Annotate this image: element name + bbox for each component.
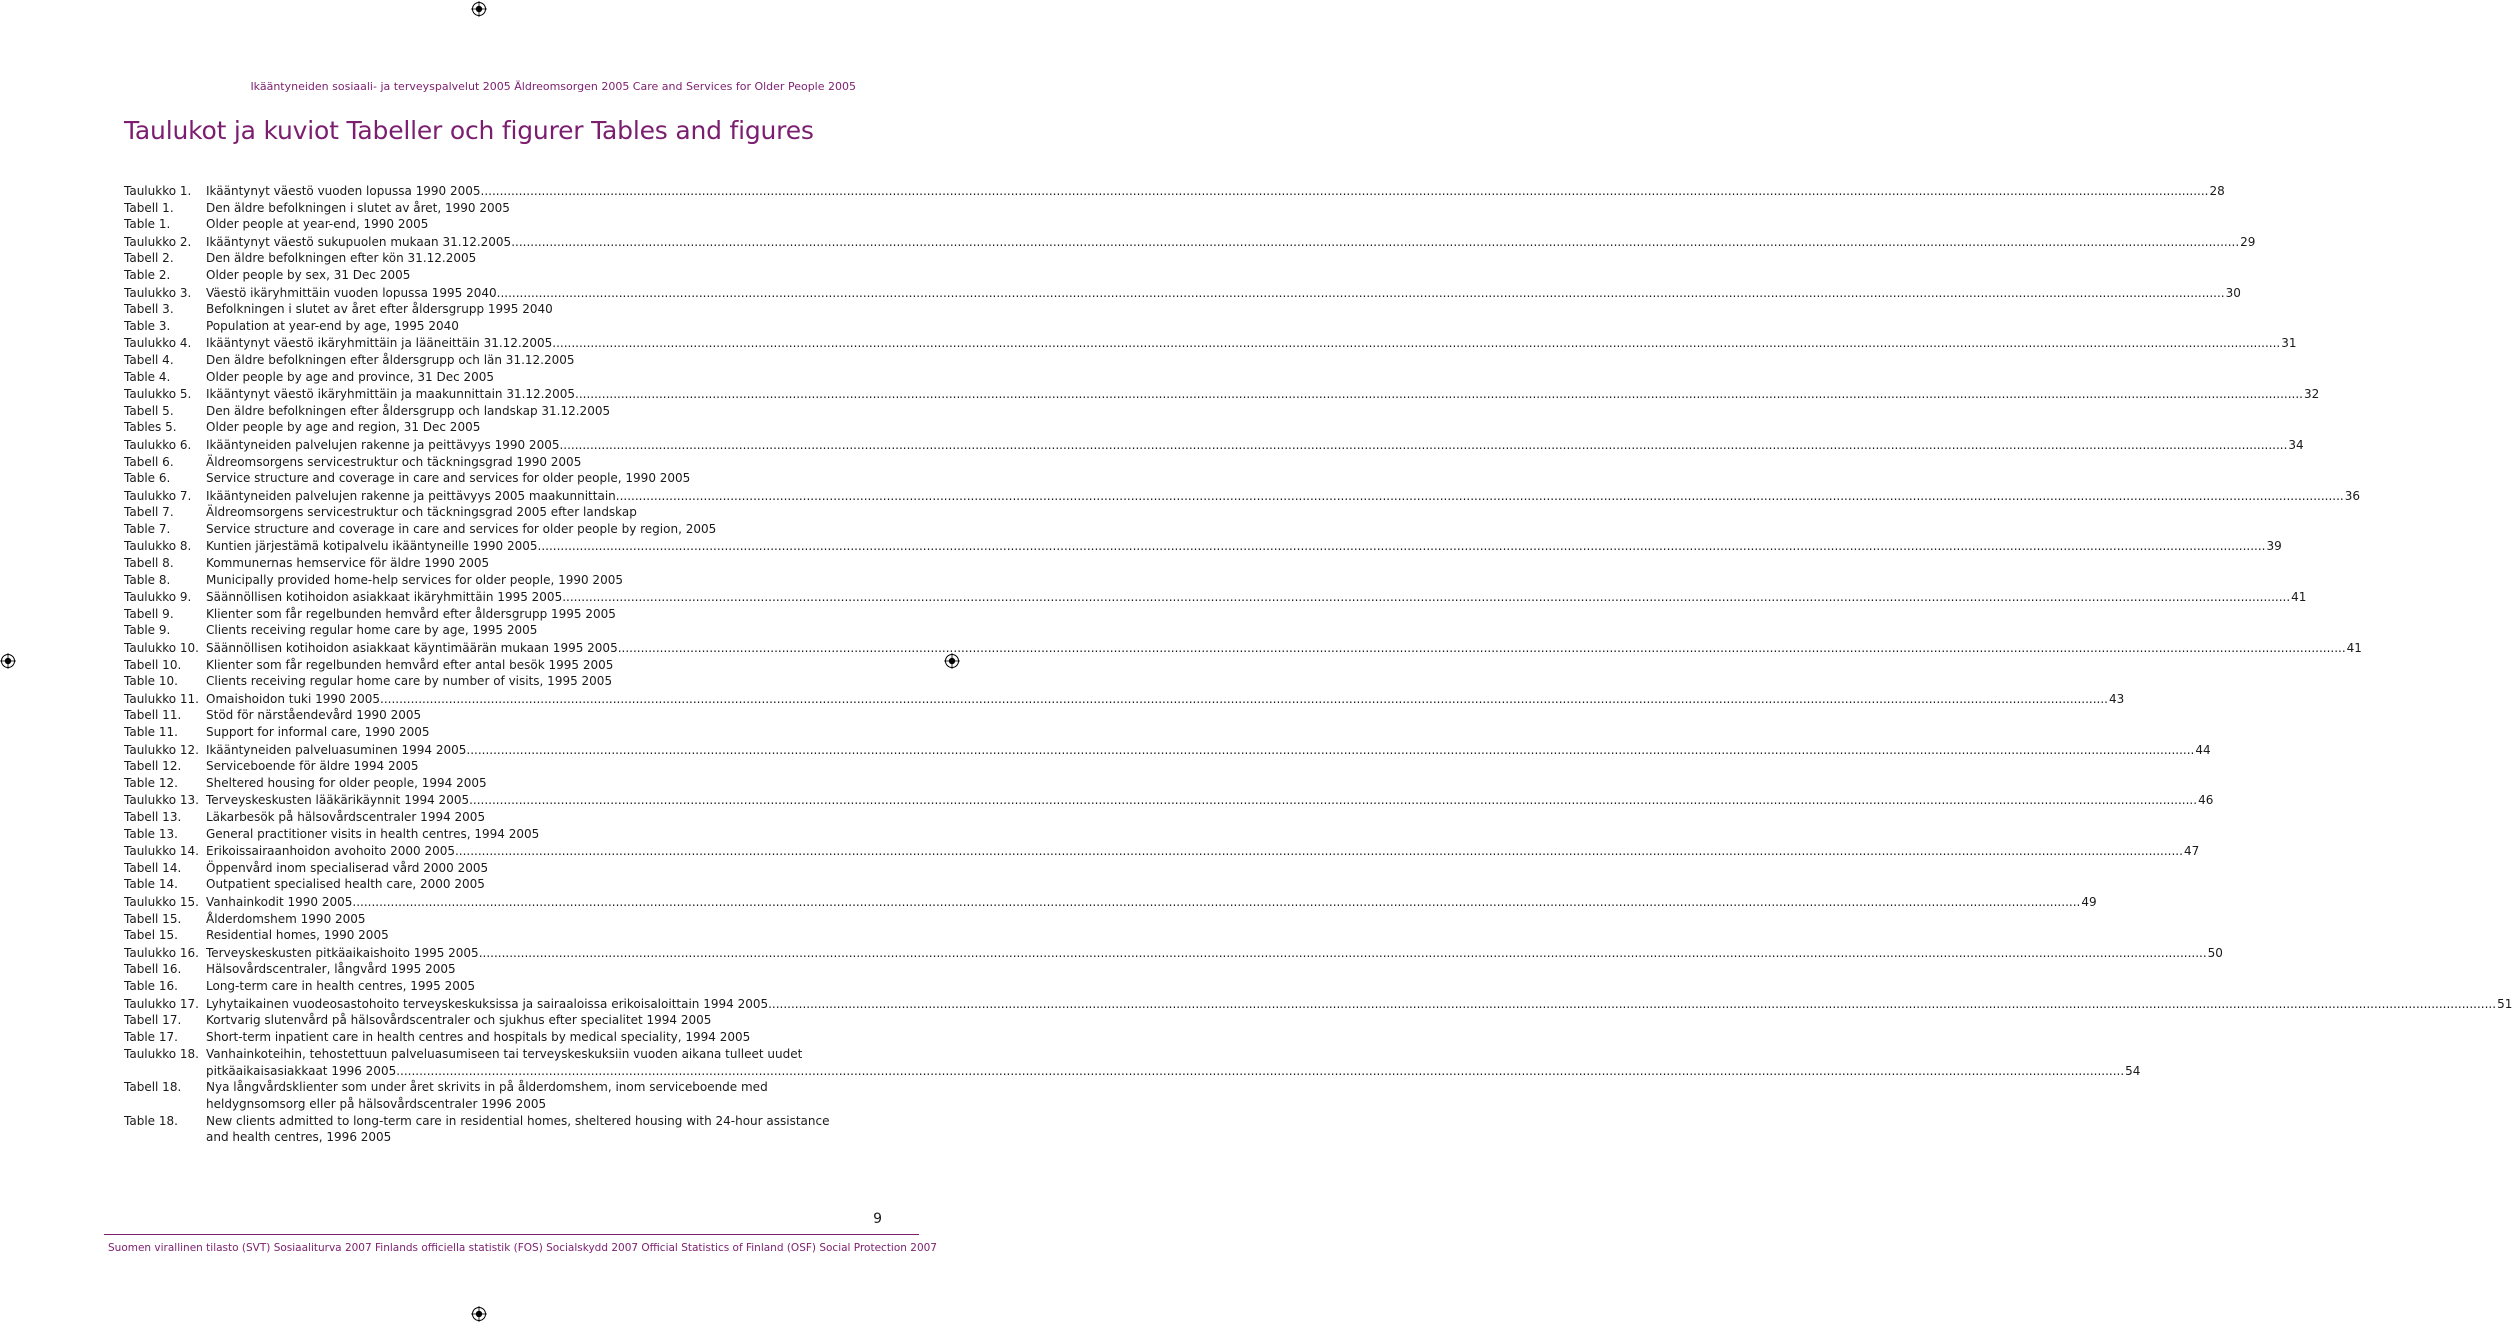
registration-mark-icon: [471, 1306, 487, 1322]
toc-entry-title: Lyhytaikainen vuodeosastohoito terveyskeskuksissa ja sairaaloissa erikoisaloittain 1994 2005: [206, 996, 769, 1011]
toc-entry-title: Service structure and coverage in care and services for older people, 1990 2005: [206, 471, 691, 486]
toc-entry-label: Table 12.: [124, 775, 178, 790]
toc-group: [124, 945, 2223, 995]
toc-dot-leader: [538, 538, 2266, 555]
toc-entry-title: Befolkningen i slutet av året efter åldersgrupp 1995 2040: [206, 302, 553, 317]
toc-entry-label: Table 13.: [124, 826, 178, 841]
toc-dot-leader: [479, 945, 2207, 962]
toc-entry-title: Hälsovårdscentraler, långvård 1995 2005: [206, 962, 456, 977]
toc-dot-leader: [469, 792, 2197, 809]
toc-entry-label: Table 11.: [124, 725, 178, 739]
toc-entry: [124, 216, 852, 233]
toc-entry-label: Table 1.: [124, 217, 171, 232]
toc-entry-label: Tabell 16.: [124, 962, 182, 977]
toc-entry: [124, 673, 852, 690]
footer-divider: [104, 1234, 919, 1235]
toc-entry-label: Tabell 8.: [124, 556, 174, 571]
toc-dot-leader: [618, 640, 2346, 657]
toc-entry-title: Väestö ikäryhmittäin vuoden lopussa 1995 2040: [206, 285, 497, 300]
toc-entry[interactable]: [124, 640, 2362, 657]
toc-entry-title: Klienter som får regelbunden hemvård efter åldersgrupp 1995 2005: [206, 606, 616, 621]
toc-entry-title: Vanhainkoteihin, tehostettuun palveluasumiseen tai terveyskeskuksiin vuoden aikana tulleet uudet: [206, 1047, 803, 1062]
toc-page-number: 41: [2346, 641, 2362, 656]
toc-entry: [124, 707, 852, 724]
toc-entry-title: Terveyskeskusten pitkäaikaishoito 1995 2005: [206, 945, 479, 960]
toc-entry-label: Taulukko 4.: [124, 336, 192, 351]
toc-entry-title: Erikoissairaanhoidon avohoito 2000 2005: [206, 844, 455, 859]
toc-entry-title: Ikääntyneiden palvelujen rakenne ja peittävyys 2005 maakunnittain: [206, 488, 616, 503]
toc-entry-title: Kortvarig slutenvård på hälsovårdscentraler och sjukhus efter specialitet 1994 2005: [206, 1013, 712, 1028]
toc-entry-label: Table 9.: [124, 623, 171, 638]
toc-entry: [124, 318, 852, 335]
toc-dot-leader: [616, 488, 2344, 505]
toc-entry-label: Table 3.: [124, 318, 171, 333]
toc-entry-label: Tabell 2.: [124, 251, 174, 266]
toc-dot-leader: [559, 437, 2287, 454]
toc-entry-label: Tabell 11.: [124, 708, 182, 723]
toc-entry-label: Taulukko 5.: [124, 387, 192, 402]
toc-entry-title: Säännöllisen kotihoidon asiakkaat käyntimäärän mukaan 1995 2005: [206, 641, 618, 656]
toc-group: [124, 285, 2241, 335]
toc-entry-label: Tables 5.: [124, 420, 177, 435]
toc-entry-label: Tabell 1.: [124, 200, 174, 215]
toc-entry-title: Ikääntyneiden palveluasuminen 1994 2005: [206, 742, 467, 757]
toc-entry[interactable]: [124, 386, 2320, 403]
toc-entry: [124, 809, 852, 826]
toc-entry-label: Tabell 17.: [124, 1013, 182, 1028]
toc-group: [124, 691, 2125, 741]
toc-page-number: 54: [2125, 1063, 2141, 1078]
toc-group: [124, 996, 2512, 1046]
toc-entry-title: Ikääntynyt väestö sukupuolen mukaan 31.12.2005: [206, 234, 512, 249]
toc-group: [124, 843, 2200, 893]
toc-page-number: 49: [2081, 894, 2097, 909]
toc-entry-label: Taulukko 11.: [124, 691, 199, 706]
toc-entry: [124, 775, 852, 792]
toc-entry[interactable]: [124, 538, 2282, 555]
toc-page-number: 30: [2225, 285, 2241, 300]
toc-entry: [124, 758, 852, 775]
toc-entry: [124, 403, 852, 420]
page-number: 9: [873, 1211, 882, 1227]
toc-entry: [124, 454, 852, 471]
toc-entry-title: Omaishoidon tuki 1990 2005: [206, 691, 381, 706]
toc-entry-title: General practitioner visits in health centres, 1994 2005: [206, 826, 540, 841]
toc-entry-label: Taulukko 9.: [124, 590, 192, 605]
toc-entry-title: Short-term inpatient care in health centres and hospitals by medical speciality, 1994 2005: [206, 1029, 751, 1044]
toc-entry: [124, 1029, 852, 1046]
toc-entry: [124, 860, 852, 877]
toc-entry-title: Läkarbesök på hälsovårdscentraler 1994 2005: [206, 809, 486, 824]
toc-entry-label: Tabell 15.: [124, 911, 182, 926]
toc-entry-label: Taulukko 15.: [124, 894, 199, 909]
toc-group: [124, 183, 2225, 233]
toc-entry: [124, 622, 852, 639]
toc-entry[interactable]: [124, 589, 2307, 606]
toc-dot-leader: [575, 386, 2303, 403]
toc-group: [124, 488, 2360, 538]
toc-entry-title: Ikääntynyt väestö ikäryhmittäin ja lääneittäin 31.12.2005: [206, 336, 553, 351]
toc-entry-title: Den äldre befolkningen efter åldersgrupp och landskap 31.12.2005: [206, 403, 611, 418]
toc-entry-title: Nya långvårdsklienter som under året skrivits in på ålderdomshem, inom serviceboende med: [206, 1080, 768, 1095]
toc-entry-label: Tabell 5.: [124, 403, 174, 418]
toc-page-number: 44: [2195, 742, 2211, 757]
toc-entry[interactable]: [124, 285, 2241, 302]
toc-entry: [124, 911, 852, 928]
toc-entry-label: Taulukko 8.: [124, 539, 192, 554]
toc-entry-label: Taulukko 18.: [124, 1047, 199, 1062]
toc-entry: [124, 657, 852, 674]
toc-entry: [124, 200, 852, 217]
toc-group: [124, 335, 2297, 385]
toc-entry-title: Den äldre befolkningen efter kön 31.12.2005: [206, 251, 477, 266]
toc-dot-leader: [466, 742, 2194, 759]
toc-entry: [124, 876, 852, 893]
toc-entry-title: Clients receiving regular home care by number of visits, 1995 2005: [206, 674, 613, 689]
toc-group: [124, 640, 2362, 690]
toc-group: [124, 894, 2097, 944]
toc-dot-leader: [552, 335, 2280, 352]
toc-entry-label: Table 17.: [124, 1029, 178, 1044]
toc-entry: [124, 978, 852, 995]
toc-entry: [124, 724, 852, 741]
toc-entry-label: Table 2.: [124, 267, 171, 282]
toc-entry-title: Ikääntyneiden palvelujen rakenne ja peittävyys 1990 2005: [206, 437, 560, 452]
toc-entry-title: Outpatient specialised health care, 2000 2005: [206, 877, 485, 892]
running-header: Ikääntyneiden sosiaali- ja terveyspalvelut 2005 Äldreomsorgen 2005 Care and Services for Older People 2005: [250, 80, 856, 93]
toc-dot-leader: [562, 589, 2290, 606]
toc-entry-title: Den äldre befolkningen efter åldersgrupp och län 31.12.2005: [206, 352, 575, 367]
toc-entry-title: Kommunernas hemservice för äldre 1990 2005: [206, 556, 490, 571]
toc-group: [124, 386, 2320, 436]
toc-entry-title: Support for informal care, 1990 2005: [206, 725, 430, 739]
toc-dot-leader: [352, 894, 2080, 911]
toc-entry-label: Table 14.: [124, 877, 178, 892]
toc-entry-label: Table 10.: [124, 674, 178, 689]
toc-entry: [124, 301, 852, 318]
toc-entry-label: Taulukko 17.: [124, 996, 199, 1011]
toc-entry-title: Den äldre befolkningen i slutet av året, 1990 2005: [206, 200, 510, 215]
toc-entry[interactable]: [124, 335, 2297, 352]
toc-entry[interactable]: [124, 996, 2512, 1013]
toc-entry-label: Tabell 3.: [124, 302, 174, 317]
toc-page-number: 32: [2304, 387, 2320, 402]
toc-entry-title: Serviceboende för äldre 1994 2005: [206, 759, 419, 774]
toc-entry-title: Säännöllisen kotihoidon asiakkaat ikäryhmittäin 1995 2005: [206, 590, 563, 605]
toc-entry-title: Sheltered housing for older people, 1994 2005: [206, 775, 487, 790]
toc-entry: [124, 606, 852, 623]
toc-entry: [124, 504, 852, 521]
toc-entry-title: Service structure and coverage in care and services for older people by region, 2005: [206, 521, 717, 536]
toc-page-number: 51: [2497, 996, 2512, 1011]
toc-entry: [124, 1046, 852, 1063]
toc-entry: [124, 470, 852, 487]
toc-entry-label: Table 16.: [124, 978, 178, 993]
toc-page-number: 50: [2207, 945, 2223, 960]
toc-entry-label: Taulukko 7.: [124, 488, 192, 503]
toc-entry-title: Older people by sex, 31 Dec 2005: [206, 267, 411, 282]
toc-entry-title: Residential homes, 1990 2005: [206, 928, 389, 943]
toc-entry-label: Table 8.: [124, 572, 171, 587]
toc-entry: [124, 419, 852, 436]
toc-entry-label: Tabell 13.: [124, 809, 182, 824]
toc-page-number: 43: [2109, 691, 2125, 706]
toc-entry: [124, 1079, 852, 1096]
toc-entry-label: Taulukko 16.: [124, 945, 199, 960]
toc-entry-title: Klienter som får regelbunden hemvård efter antal besök 1995 2005: [206, 657, 614, 672]
toc-entry-title: Ålderdomshem 1990 2005: [206, 911, 366, 926]
toc-entry: [124, 1012, 852, 1029]
toc-entry-title: Older people by age and region, 31 Dec 2005: [206, 420, 481, 435]
toc-entry: [124, 521, 852, 538]
toc-entry-label: Tabell 14.: [124, 860, 182, 875]
toc-entry-title: Äldreomsorgens servicestruktur och täckningsgrad 1990 2005: [206, 454, 582, 469]
toc-entry-label: Taulukko 12.: [124, 742, 199, 757]
toc-entry-label: Taulukko 13.: [124, 793, 199, 808]
toc-dot-leader: [455, 843, 2183, 860]
toc-page-number: 46: [2198, 793, 2214, 808]
toc-dot-leader: [768, 996, 2496, 1013]
toc-entry-title: Öppenvård inom specialiserad vård 2000 2005: [206, 860, 489, 875]
toc-entry-label: Tabell 12.: [124, 759, 182, 774]
toc-entry: [124, 1113, 852, 1130]
toc-entry: [124, 250, 852, 267]
toc-entry[interactable]: [124, 1063, 2141, 1080]
toc-entry-label: Tabell 18.: [124, 1080, 182, 1095]
toc-entry[interactable]: [124, 742, 2211, 759]
toc-page-number: 36: [2344, 488, 2360, 503]
toc-group: [124, 742, 2211, 792]
toc-entry-label: Table 6.: [124, 471, 171, 486]
toc-entry-label: Taulukko 3.: [124, 285, 192, 300]
toc-entry-label: Tabell 10.: [124, 657, 182, 672]
toc-group: [124, 538, 2282, 588]
toc-entry-title: Population at year-end by age, 1995 2040: [206, 318, 459, 333]
toc-entry: [124, 267, 852, 284]
toc-page-number: 34: [2288, 437, 2304, 452]
toc-entry-title: Municipally provided home-help services for older people, 1990 2005: [206, 572, 623, 587]
toc-dot-leader: [497, 285, 2225, 302]
toc-entry-label: Taulukko 10.: [124, 641, 199, 656]
toc-entry-title: pitkäaikaisasiakkaat 1996 2005: [206, 1063, 397, 1078]
toc-entry-title: Stöd för närståendevård 1990 2005: [206, 708, 422, 723]
toc-entry-title: Older people by age and province, 31 Dec 2005: [206, 369, 495, 384]
toc-entry[interactable]: [124, 183, 2225, 200]
toc-entry-label: Tabell 7.: [124, 505, 174, 520]
toc-entry-title: and health centres, 1996 2005: [206, 1130, 392, 1145]
toc-entry-label: Taulukko 14.: [124, 844, 199, 859]
toc-entry-label: Tabell 9.: [124, 606, 174, 621]
toc-entry[interactable]: [124, 792, 2214, 809]
toc-dot-leader: [481, 183, 2209, 200]
toc-entry[interactable]: [124, 437, 2304, 454]
toc-entry: [124, 555, 852, 572]
table-of-contents: [124, 183, 2512, 1147]
toc-page-number: 47: [2183, 844, 2200, 859]
toc-entry-label: Table 18.: [124, 1113, 178, 1128]
toc-entry[interactable]: [124, 691, 2125, 708]
toc-page-number: 29: [2240, 234, 2256, 249]
toc-group: [124, 589, 2307, 639]
toc-entry-label: Taulukko 6.: [124, 437, 192, 452]
toc-dot-leader: [396, 1063, 2124, 1080]
toc-entry[interactable]: [124, 843, 2200, 860]
toc-entry: [124, 1129, 852, 1146]
toc-entry-label: Table 4.: [124, 369, 171, 384]
toc-entry-title: Older people at year-end, 1990 2005: [206, 217, 429, 232]
toc-group: [124, 1046, 2141, 1146]
toc-dot-leader: [511, 234, 2239, 251]
toc-page-number: 39: [2266, 539, 2282, 554]
toc-entry-title: Terveyskeskusten lääkärikäynnit 1994 2005: [206, 793, 470, 808]
toc-entry-title: Äldreomsorgens servicestruktur och täckningsgrad 2005 efter landskap: [206, 505, 637, 520]
toc-entry-title: Ikääntynyt väestö ikäryhmittäin ja maakunnittain 31.12.2005: [206, 387, 576, 402]
toc-entry-title: New clients admitted to long-term care in residential homes, sheltered housing with 24-hour assistance: [206, 1113, 830, 1128]
registration-mark-icon: [0, 653, 16, 669]
toc-entry-title: Vanhainkodit 1990 2005: [206, 894, 353, 909]
toc-entry-title: heldygnsomsorg eller på hälsovårdscentraler 1996 2005: [206, 1097, 547, 1112]
toc-entry-label: Tabell 4.: [124, 352, 174, 367]
toc-group: [124, 792, 2214, 842]
registration-mark-icon: [471, 1, 487, 17]
toc-page-number: 28: [2209, 184, 2225, 198]
toc-entry[interactable]: [124, 234, 2256, 251]
toc-entry: [124, 1096, 852, 1113]
toc-entry-label: Taulukko 1.: [124, 184, 192, 198]
toc-page-number: 31: [2281, 336, 2297, 351]
toc-entry[interactable]: [124, 488, 2360, 505]
toc-entry[interactable]: [124, 945, 2223, 962]
toc-entry: [124, 961, 852, 978]
toc-entry-title: Kuntien järjestämä kotipalvelu ikääntyneille 1990 2005: [206, 539, 538, 554]
toc-entry-title: Ikääntynyt väestö vuoden lopussa 1990 2005: [206, 184, 481, 198]
toc-group: [124, 437, 2304, 487]
toc-entry: [124, 352, 852, 369]
toc-entry-title: Clients receiving regular home care by age, 1995 2005: [206, 623, 538, 638]
toc-entry-label: Table 7.: [124, 521, 171, 536]
page-title: Taulukot ja kuviot Tabeller och figurer Tables and figures: [124, 116, 814, 145]
toc-group: [124, 234, 2256, 284]
toc-entry[interactable]: [124, 894, 2097, 911]
toc-entry-label: Taulukko 2.: [124, 234, 192, 249]
toc-entry: [124, 369, 852, 386]
toc-dot-leader: [380, 691, 2108, 708]
footer-text: Suomen virallinen tilasto (SVT) Sosiaaliturva 2007 Finlands officiella statistik (FOS) Socialskydd 2007 Official Statistics of Finland (OSF) Social Protection 2007: [108, 1242, 937, 1254]
toc-entry: [124, 572, 852, 589]
toc-entry-label: Tabel 15.: [124, 928, 178, 943]
toc-entry: [124, 927, 852, 944]
toc-entry-label: Tabell 6.: [124, 454, 174, 469]
toc-entry: [124, 826, 852, 843]
toc-page-number: 41: [2291, 590, 2307, 605]
toc-entry-title: Long-term care in health centres, 1995 2005: [206, 978, 476, 993]
